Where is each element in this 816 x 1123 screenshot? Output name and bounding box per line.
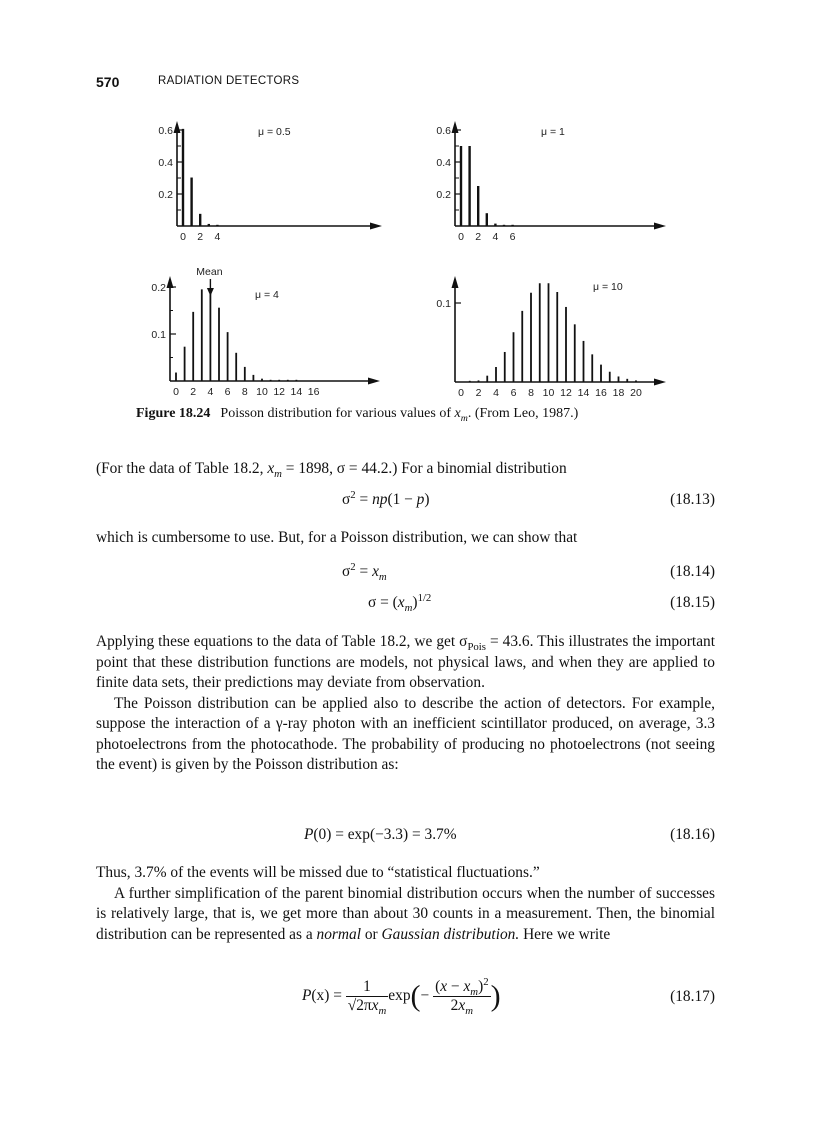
paragraph-3: Applying these equations to the data of Table 18.2, we get $\sigma_{Pois} = 43.6$. This illustrates the important point that these distribution functions are models, not physical laws, and when they are applied to finite data sets, their predictions may deviate from observation. The Poisson distribution can be applied also to describe the action of detectors. For example, suppose the interaction of a γ-ray photon with an inefficient scintillator produced, on average, 3.3 photoelectrons from the photocathode. The probability of producing no photoelectrons (not seeing the event) is given by the Poisson distribution as: <box>96 632 715 776</box>
paragraph-4: The Poisson distribution can be applied also to describe the action of detectors. For example, suppose the interaction of a γ-ray photon with an inefficient scintillator produced, on average, 3.3 photoelectrons from the photocathode. The probability of producing no photoelectrons (not seeing the event) is given by the Poisson distribution as: <box>96 694 715 773</box>
svg-text:10: 10 <box>542 387 555 399</box>
svg-text:μ = 4: μ = 4 <box>255 289 279 301</box>
svg-text:20: 20 <box>630 387 642 399</box>
svg-text:14: 14 <box>290 386 303 398</box>
svg-text:0: 0 <box>173 386 179 398</box>
paragraph-2: which is cumbersome to use. But, for a Poisson distribution, we can show that <box>96 529 578 546</box>
equation-18-14: $\sigma^2 = x_m$ (18.14) <box>342 560 715 584</box>
equation-18-15: $\sigma = (x_m)^{1/2}$ (18.15) <box>368 591 715 615</box>
svg-text:4: 4 <box>214 231 221 243</box>
svg-text:μ = 0.5: μ = 0.5 <box>258 126 291 138</box>
svg-text:0.4: 0.4 <box>158 157 173 169</box>
svg-text:Mean: Mean <box>196 266 223 278</box>
svg-text:0.6: 0.6 <box>436 125 451 137</box>
svg-text:4: 4 <box>493 387 499 399</box>
page-number: 570 <box>96 74 120 90</box>
svg-text:8: 8 <box>528 387 534 399</box>
svg-text:16: 16 <box>595 387 607 399</box>
svg-text:4: 4 <box>492 231 499 243</box>
svg-text:0.1: 0.1 <box>436 298 451 310</box>
svg-text:2: 2 <box>475 387 482 399</box>
figure-label: Figure 18.24 <box>136 406 211 421</box>
equation-number: (18.13) <box>670 491 715 508</box>
paragraph-5: Thus, 3.7% of the events will be missed due to “statistical fluctuations.” A further simplification of the parent binomial distribution occurs when the number of successes is relatively large, that is, we get more than about 30 counts in a measurement. Then, the binomial distribution can be represented as a normal or Gaussian distribution. Here we write <box>96 863 715 945</box>
svg-text:12: 12 <box>560 387 572 399</box>
equation-number: (18.15) <box>670 594 715 611</box>
svg-text:0.1: 0.1 <box>151 329 166 341</box>
fraction-exponent: $\frac{(x - x_m)^2}{2x_m}$ <box>435 975 489 1018</box>
svg-text:6: 6 <box>510 387 517 399</box>
equation-18-17: P(x) = $\frac{1}{√2\pi x_m}$ exp(− $\frac{(x - x_m)^2}{2x_m}$ ) (18.17) <box>302 975 715 1018</box>
svg-text:18: 18 <box>612 387 625 399</box>
svg-text:0.6: 0.6 <box>158 125 173 137</box>
paragraph-1: (For the data of Table 18.2, $x_m = 1898$, σ = 44.2.) For a binomial distribution <box>96 460 567 481</box>
svg-text:6: 6 <box>224 386 231 398</box>
svg-text:10: 10 <box>256 386 268 398</box>
figure-caption: Figure 18.24 Poisson distribution for various values of $x_m$. (From Leo, 1987.) <box>136 406 579 424</box>
svg-text:0.2: 0.2 <box>436 189 451 201</box>
svg-text:0: 0 <box>180 231 186 243</box>
running-title: RADIATION DETECTORS <box>158 75 300 87</box>
equation-18-13: $\sigma^2 = np(1 - p)$ (18.13) <box>342 488 715 508</box>
svg-text:0.4: 0.4 <box>436 157 451 169</box>
svg-text:12: 12 <box>273 386 286 398</box>
svg-text:8: 8 <box>241 386 248 398</box>
svg-text:0: 0 <box>458 231 464 243</box>
equation-18-16: P(0) = exp(−3.3) = 3.7% (18.16) <box>304 826 715 843</box>
equation-number: (18.17) <box>670 988 715 1005</box>
svg-text:2: 2 <box>197 231 204 243</box>
svg-text:14: 14 <box>577 387 590 399</box>
svg-text:4: 4 <box>207 386 214 398</box>
svg-text:6: 6 <box>509 231 516 243</box>
svg-text:16: 16 <box>307 386 320 398</box>
svg-text:μ = 10: μ = 10 <box>593 281 623 293</box>
svg-text:2: 2 <box>475 231 482 243</box>
fraction-normalization: $\frac{1}{√2\pi x_m}$ <box>347 978 387 1018</box>
svg-text:0.2: 0.2 <box>158 189 173 201</box>
paragraph-6: A further simplification of the parent binomial distribution occurs when the number of successes is relatively large, that is, we get more than about 30 counts in a measurement. Then, the binomial distribution can be represented as a normal or Gaussian distribution. Here we write <box>96 884 715 943</box>
svg-text:0.2: 0.2 <box>151 282 166 294</box>
svg-text:0: 0 <box>458 387 464 399</box>
figure-18-24-plots <box>0 0 816 400</box>
svg-text:2: 2 <box>190 386 197 398</box>
equation-number: (18.14) <box>670 563 715 580</box>
equation-number: (18.16) <box>670 826 715 843</box>
svg-text:μ = 1: μ = 1 <box>541 126 565 138</box>
